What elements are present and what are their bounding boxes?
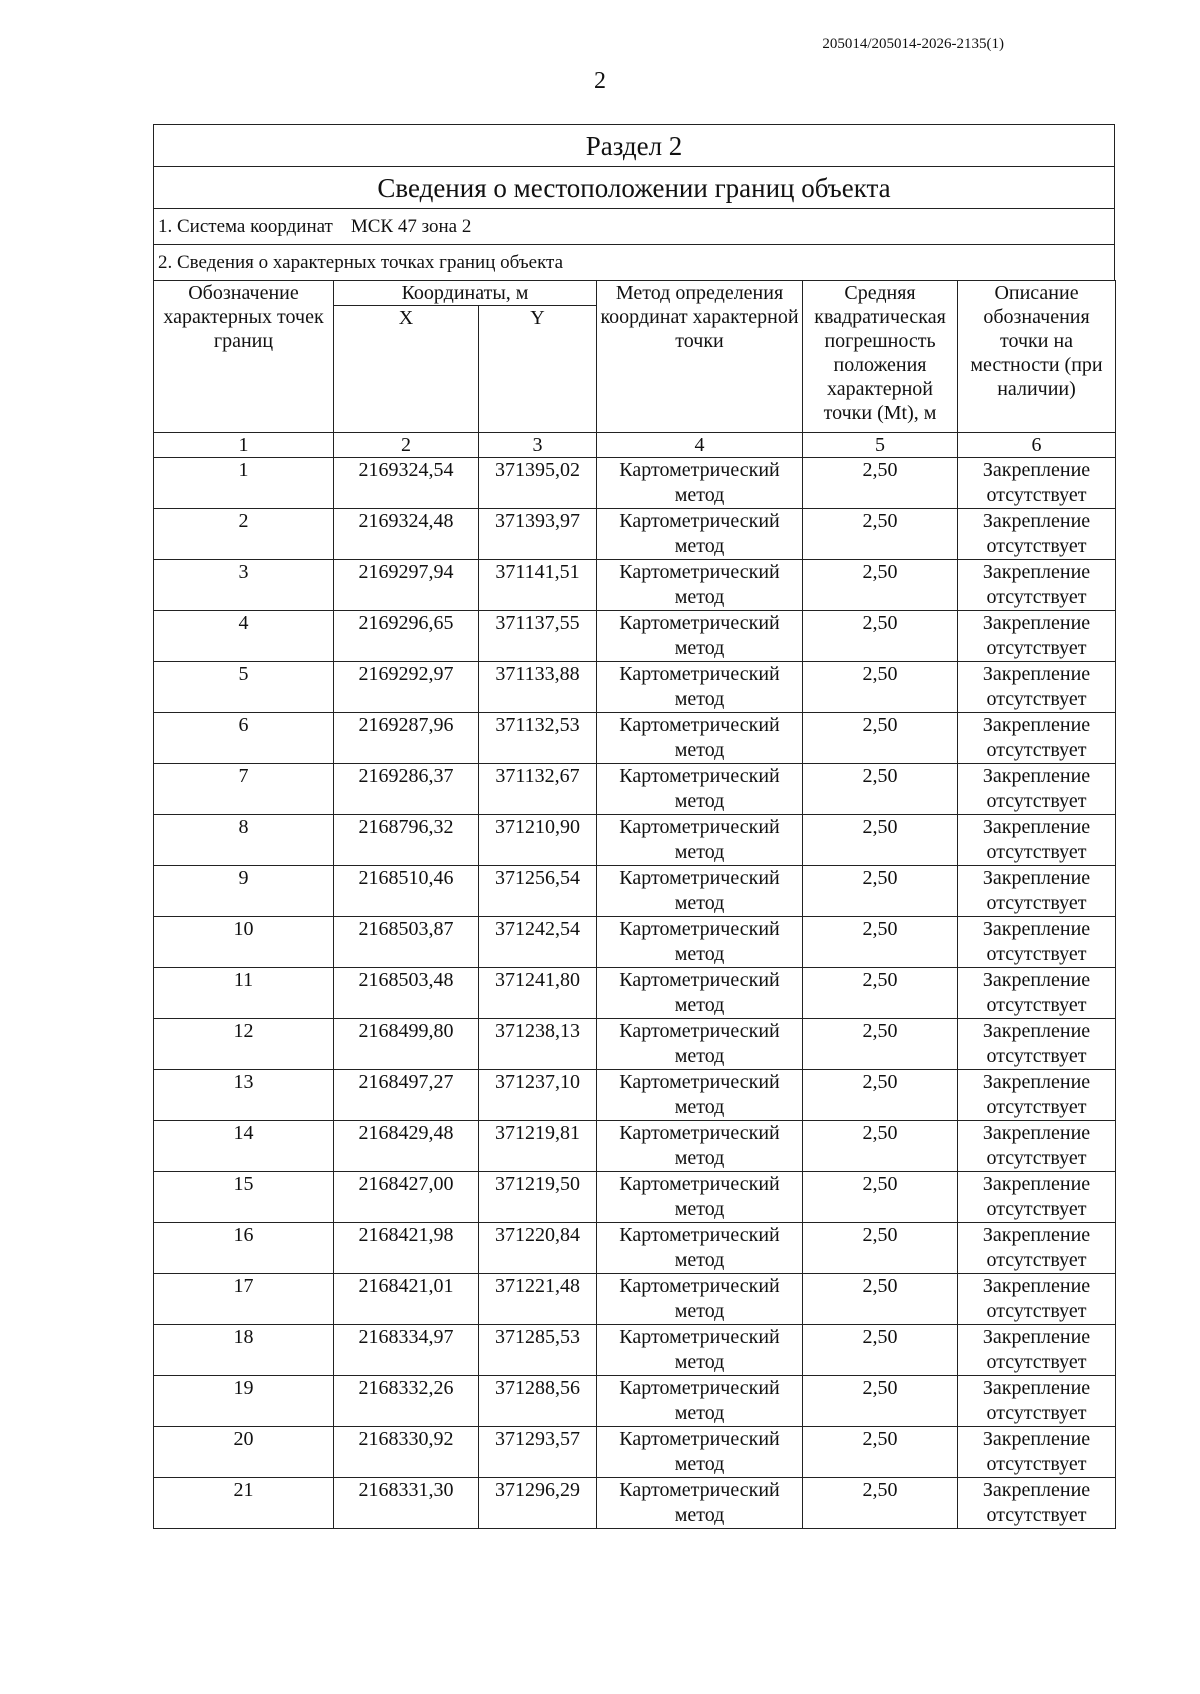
description-cell: Закрепление отсутствует: [958, 968, 1116, 1019]
y-cell: 371132,67: [479, 764, 597, 815]
table-row: [154, 1121, 1116, 1172]
table-body: [154, 458, 1116, 1529]
header-coords: Координаты, м: [334, 281, 597, 306]
table-row: [154, 611, 1116, 662]
x-cell: 2168429,48: [334, 1121, 479, 1172]
x-cell: 2168421,98: [334, 1223, 479, 1274]
section-frame: [153, 124, 1115, 281]
table-row: [154, 917, 1116, 968]
coord-system-label: 1. Система координат: [158, 216, 333, 237]
description-cell: Закрепление отсутствует: [958, 1070, 1116, 1121]
error-cell: 2,50: [803, 1376, 958, 1427]
error-cell: 2,50: [803, 509, 958, 560]
y-cell: 371242,54: [479, 917, 597, 968]
point-cell: 20: [154, 1427, 334, 1478]
description-cell: Закрепление отсутствует: [958, 611, 1116, 662]
x-cell: 2168421,01: [334, 1274, 479, 1325]
description-cell: Закрепление отсутствует: [958, 1376, 1116, 1427]
error-cell: 2,50: [803, 764, 958, 815]
y-cell: 371137,55: [479, 611, 597, 662]
table-row: [154, 1070, 1116, 1121]
y-cell: 371133,88: [479, 662, 597, 713]
point-cell: 12: [154, 1019, 334, 1070]
error-cell: 2,50: [803, 1478, 958, 1529]
column-number: 6: [958, 433, 1116, 458]
table-row: [154, 1478, 1116, 1529]
table-row: [154, 662, 1116, 713]
method-cell: Картометрический метод: [597, 509, 803, 560]
error-cell: 2,50: [803, 866, 958, 917]
table-row: [154, 458, 1116, 509]
x-cell: 2168499,80: [334, 1019, 479, 1070]
y-cell: 371219,81: [479, 1121, 597, 1172]
coord-system-line: [154, 209, 1114, 245]
method-cell: Картометрический метод: [597, 1172, 803, 1223]
point-cell: 21: [154, 1478, 334, 1529]
method-cell: Картометрический метод: [597, 1325, 803, 1376]
description-cell: Закрепление отсутствует: [958, 560, 1116, 611]
y-cell: 371220,84: [479, 1223, 597, 1274]
points-heading: 2. Сведения о характерных точках границ объекта: [158, 252, 564, 273]
description-cell: Закрепление отсутствует: [958, 1121, 1116, 1172]
method-cell: Картометрический метод: [597, 968, 803, 1019]
description-cell: Закрепление отсутствует: [958, 1325, 1116, 1376]
point-cell: 15: [154, 1172, 334, 1223]
x-cell: 2169286,37: [334, 764, 479, 815]
method-cell: Картометрический метод: [597, 917, 803, 968]
method-cell: Картометрический метод: [597, 1070, 803, 1121]
x-cell: 2169287,96: [334, 713, 479, 764]
table-row: [154, 713, 1116, 764]
description-cell: Закрепление отсутствует: [958, 662, 1116, 713]
error-cell: 2,50: [803, 1019, 958, 1070]
description-cell: Закрепление отсутствует: [958, 1274, 1116, 1325]
table-row: [154, 1172, 1116, 1223]
x-cell: 2168503,87: [334, 917, 479, 968]
x-cell: 2169324,54: [334, 458, 479, 509]
error-cell: 2,50: [803, 1274, 958, 1325]
method-cell: Картометрический метод: [597, 713, 803, 764]
y-cell: 371219,50: [479, 1172, 597, 1223]
y-cell: 371238,13: [479, 1019, 597, 1070]
description-cell: Закрепление отсутствует: [958, 1172, 1116, 1223]
method-cell: Картометрический метод: [597, 662, 803, 713]
error-cell: 2,50: [803, 968, 958, 1019]
point-cell: 5: [154, 662, 334, 713]
table-row: [154, 866, 1116, 917]
table-row: [154, 1427, 1116, 1478]
point-cell: 2: [154, 509, 334, 560]
table-row: [154, 1223, 1116, 1274]
table-row: [154, 560, 1116, 611]
error-cell: 2,50: [803, 1223, 958, 1274]
header-description: Описание обозначения точки на местности (при наличии): [958, 281, 1116, 433]
method-cell: Картометрический метод: [597, 560, 803, 611]
header-x: X: [334, 306, 479, 433]
x-cell: 2169297,94: [334, 560, 479, 611]
header-error: Средняя квадратическая погрешность положения характерной точки (Mt), м: [803, 281, 958, 433]
table-row: [154, 1274, 1116, 1325]
error-cell: 2,50: [803, 458, 958, 509]
x-cell: 2168796,32: [334, 815, 479, 866]
description-cell: Закрепление отсутствует: [958, 1223, 1116, 1274]
point-cell: 4: [154, 611, 334, 662]
description-cell: Закрепление отсутствует: [958, 1019, 1116, 1070]
x-cell: 2168331,30: [334, 1478, 479, 1529]
column-number-row: [154, 433, 1116, 458]
header-method: Метод определения координат характерной точки: [597, 281, 803, 433]
method-cell: Картометрический метод: [597, 1019, 803, 1070]
point-cell: 7: [154, 764, 334, 815]
column-number: 3: [479, 433, 597, 458]
description-cell: Закрепление отсутствует: [958, 509, 1116, 560]
point-cell: 18: [154, 1325, 334, 1376]
method-cell: Картометрический метод: [597, 1223, 803, 1274]
boundary-points-table: [153, 280, 1116, 1529]
column-number: 1: [154, 433, 334, 458]
point-cell: 13: [154, 1070, 334, 1121]
section-subtitle: Сведения о местоположении границ объекта: [154, 167, 1114, 209]
x-cell: 2169296,65: [334, 611, 479, 662]
table-row: [154, 1325, 1116, 1376]
x-cell: 2168497,27: [334, 1070, 479, 1121]
point-cell: 16: [154, 1223, 334, 1274]
y-cell: 371285,53: [479, 1325, 597, 1376]
header-designation: Обозначение характерных точек границ: [154, 281, 334, 433]
y-cell: 371210,90: [479, 815, 597, 866]
point-cell: 10: [154, 917, 334, 968]
x-cell: 2168334,97: [334, 1325, 479, 1376]
column-number: 5: [803, 433, 958, 458]
y-cell: 371132,53: [479, 713, 597, 764]
error-cell: 2,50: [803, 1121, 958, 1172]
error-cell: 2,50: [803, 611, 958, 662]
y-cell: 371395,02: [479, 458, 597, 509]
table-row: [154, 815, 1116, 866]
table-row: [154, 1019, 1116, 1070]
x-cell: 2168427,00: [334, 1172, 479, 1223]
page-number: 2: [594, 68, 606, 94]
y-cell: 371288,56: [479, 1376, 597, 1427]
method-cell: Картометрический метод: [597, 1121, 803, 1172]
y-cell: 371237,10: [479, 1070, 597, 1121]
x-cell: 2169324,48: [334, 509, 479, 560]
coord-system-value: МСК 47 зона 2: [350, 216, 472, 237]
y-cell: 371293,57: [479, 1427, 597, 1478]
y-cell: 371141,51: [479, 560, 597, 611]
header-y: Y: [479, 306, 597, 433]
description-cell: Закрепление отсутствует: [958, 458, 1116, 509]
method-cell: Картометрический метод: [597, 458, 803, 509]
point-cell: 19: [154, 1376, 334, 1427]
description-cell: Закрепление отсутствует: [958, 713, 1116, 764]
method-cell: Картометрический метод: [597, 1376, 803, 1427]
point-cell: 14: [154, 1121, 334, 1172]
table-row: [154, 764, 1116, 815]
y-cell: 371241,80: [479, 968, 597, 1019]
point-cell: 3: [154, 560, 334, 611]
point-cell: 8: [154, 815, 334, 866]
method-cell: Картометрический метод: [597, 815, 803, 866]
method-cell: Картометрический метод: [597, 764, 803, 815]
method-cell: Картометрический метод: [597, 1427, 803, 1478]
method-cell: Картометрический метод: [597, 611, 803, 662]
error-cell: 2,50: [803, 1427, 958, 1478]
description-cell: Закрепление отсутствует: [958, 917, 1116, 968]
error-cell: 2,50: [803, 560, 958, 611]
method-cell: Картометрический метод: [597, 1274, 803, 1325]
error-cell: 2,50: [803, 662, 958, 713]
y-cell: 371393,97: [479, 509, 597, 560]
x-cell: 2168503,48: [334, 968, 479, 1019]
error-cell: 2,50: [803, 1325, 958, 1376]
column-number: 2: [334, 433, 479, 458]
description-cell: Закрепление отсутствует: [958, 1427, 1116, 1478]
error-cell: 2,50: [803, 713, 958, 764]
error-cell: 2,50: [803, 1070, 958, 1121]
point-cell: 9: [154, 866, 334, 917]
error-cell: 2,50: [803, 1172, 958, 1223]
description-cell: Закрепление отсутствует: [958, 815, 1116, 866]
description-cell: Закрепление отсутствует: [958, 764, 1116, 815]
point-cell: 6: [154, 713, 334, 764]
table-row: [154, 509, 1116, 560]
description-cell: Закрепление отсутствует: [958, 866, 1116, 917]
method-cell: Картометрический метод: [597, 866, 803, 917]
section-title: Раздел 2: [154, 125, 1114, 167]
document-number: 205014/205014-2026-2135(1): [822, 36, 1004, 52]
point-cell: 11: [154, 968, 334, 1019]
table-row: [154, 1376, 1116, 1427]
point-cell: 1: [154, 458, 334, 509]
table-row: [154, 968, 1116, 1019]
y-cell: 371221,48: [479, 1274, 597, 1325]
y-cell: 371296,29: [479, 1478, 597, 1529]
x-cell: 2168332,26: [334, 1376, 479, 1427]
error-cell: 2,50: [803, 917, 958, 968]
header-row: [154, 281, 1116, 306]
x-cell: 2168510,46: [334, 866, 479, 917]
point-cell: 17: [154, 1274, 334, 1325]
x-cell: 2168330,92: [334, 1427, 479, 1478]
description-cell: Закрепление отсутствует: [958, 1478, 1116, 1529]
x-cell: 2169292,97: [334, 662, 479, 713]
column-number: 4: [597, 433, 803, 458]
method-cell: Картометрический метод: [597, 1478, 803, 1529]
y-cell: 371256,54: [479, 866, 597, 917]
error-cell: 2,50: [803, 815, 958, 866]
